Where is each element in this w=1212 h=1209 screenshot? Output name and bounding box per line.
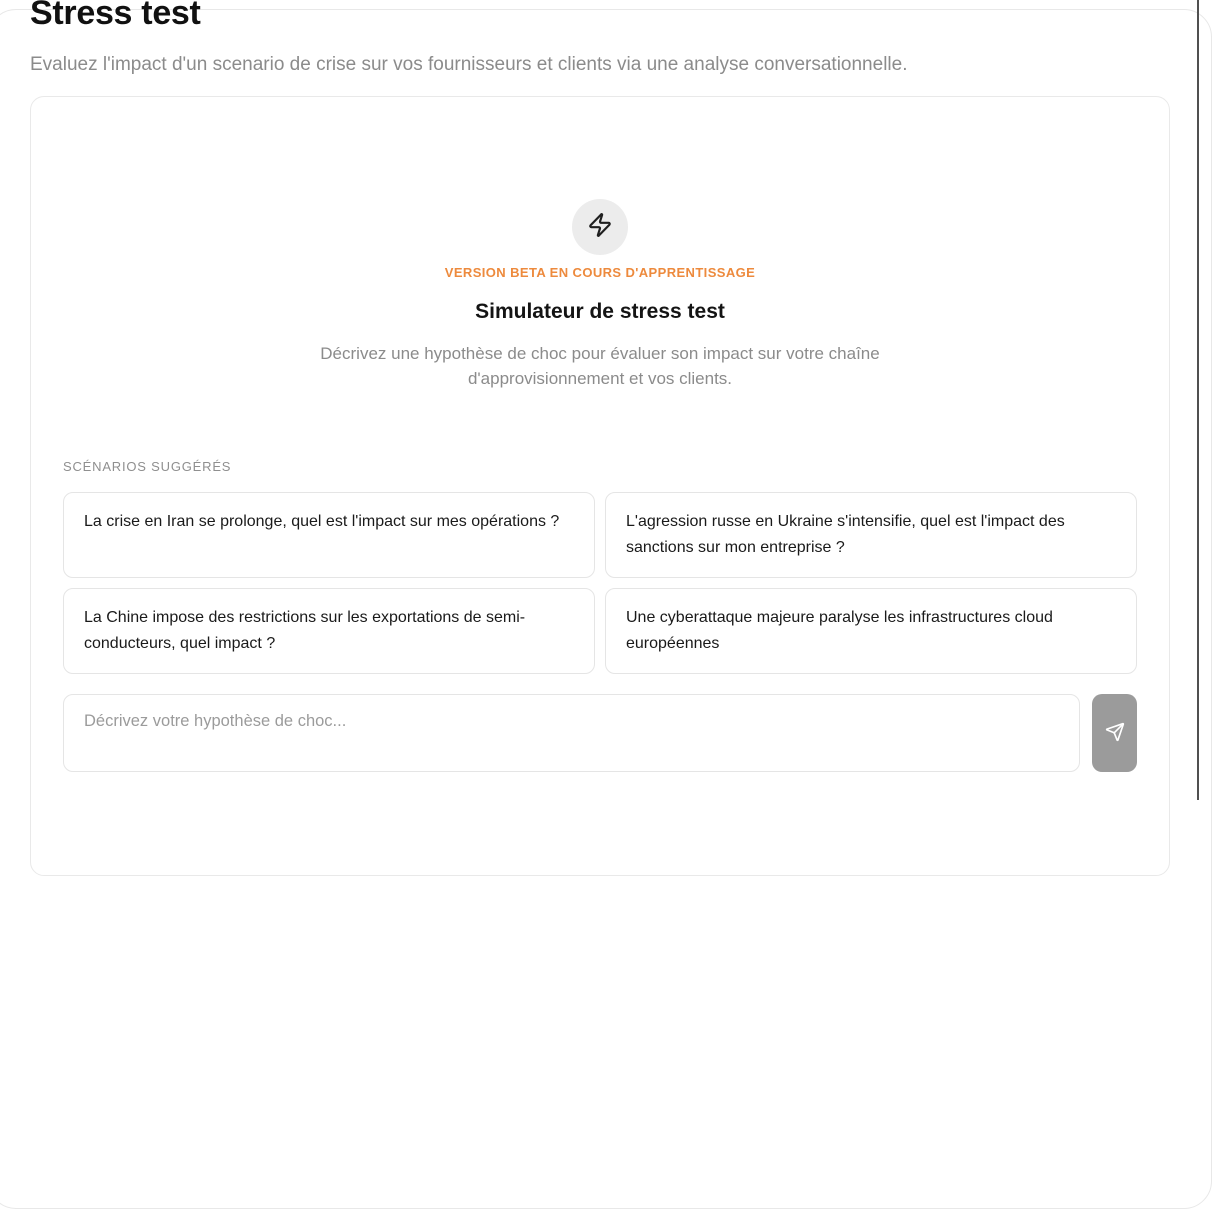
- send-button[interactable]: [1092, 694, 1137, 772]
- page-title-container: [30, 0, 530, 32]
- scenario-card-iran[interactable]: La crise en Iran se prolonge, quel est l'impact sur mes opérations ?: [63, 492, 595, 578]
- page-title: Stress test: [30, 0, 201, 32]
- suggested-scenarios-label: SCÉNARIOS SUGGÉRÉS: [63, 459, 232, 474]
- hypothesis-composer: [63, 694, 1137, 772]
- lightning-bolt-icon: [587, 212, 613, 243]
- scenario-card-ukraine[interactable]: L'agression russe en Ukraine s'intensifie, quel est l'impact des sanctions sur mon entreprise ?: [605, 492, 1137, 578]
- window-right-edge: [1197, 0, 1199, 800]
- simulator-title: Simulateur de stress test: [475, 300, 725, 323]
- simulator-description: Décrivez une hypothèse de choc pour évaluer son impact sur votre chaîne d'approvisionnement et vos clients.: [320, 344, 880, 388]
- scenario-card-china[interactable]: La Chine impose des restrictions sur les exportations de semi-conducteurs, quel impact ?: [63, 588, 595, 674]
- stress-test-card: [30, 96, 1170, 876]
- beta-version-label: VERSION BETA EN COURS D'APPRENTISSAGE: [444, 265, 756, 280]
- page-subtitle: Evaluez l'impact d'un scenario de crise sur vos fournisseurs et clients via une analyse conversationnelle.: [30, 54, 908, 75]
- hypothesis-input[interactable]: [63, 694, 1080, 772]
- beta-icon-circle: [572, 199, 628, 255]
- scenario-card-cyberattack[interactable]: Une cyberattaque majeure paralyse les infrastructures cloud européennes: [605, 588, 1137, 674]
- suggested-scenarios-grid: [63, 492, 1137, 674]
- send-icon: [1105, 722, 1125, 745]
